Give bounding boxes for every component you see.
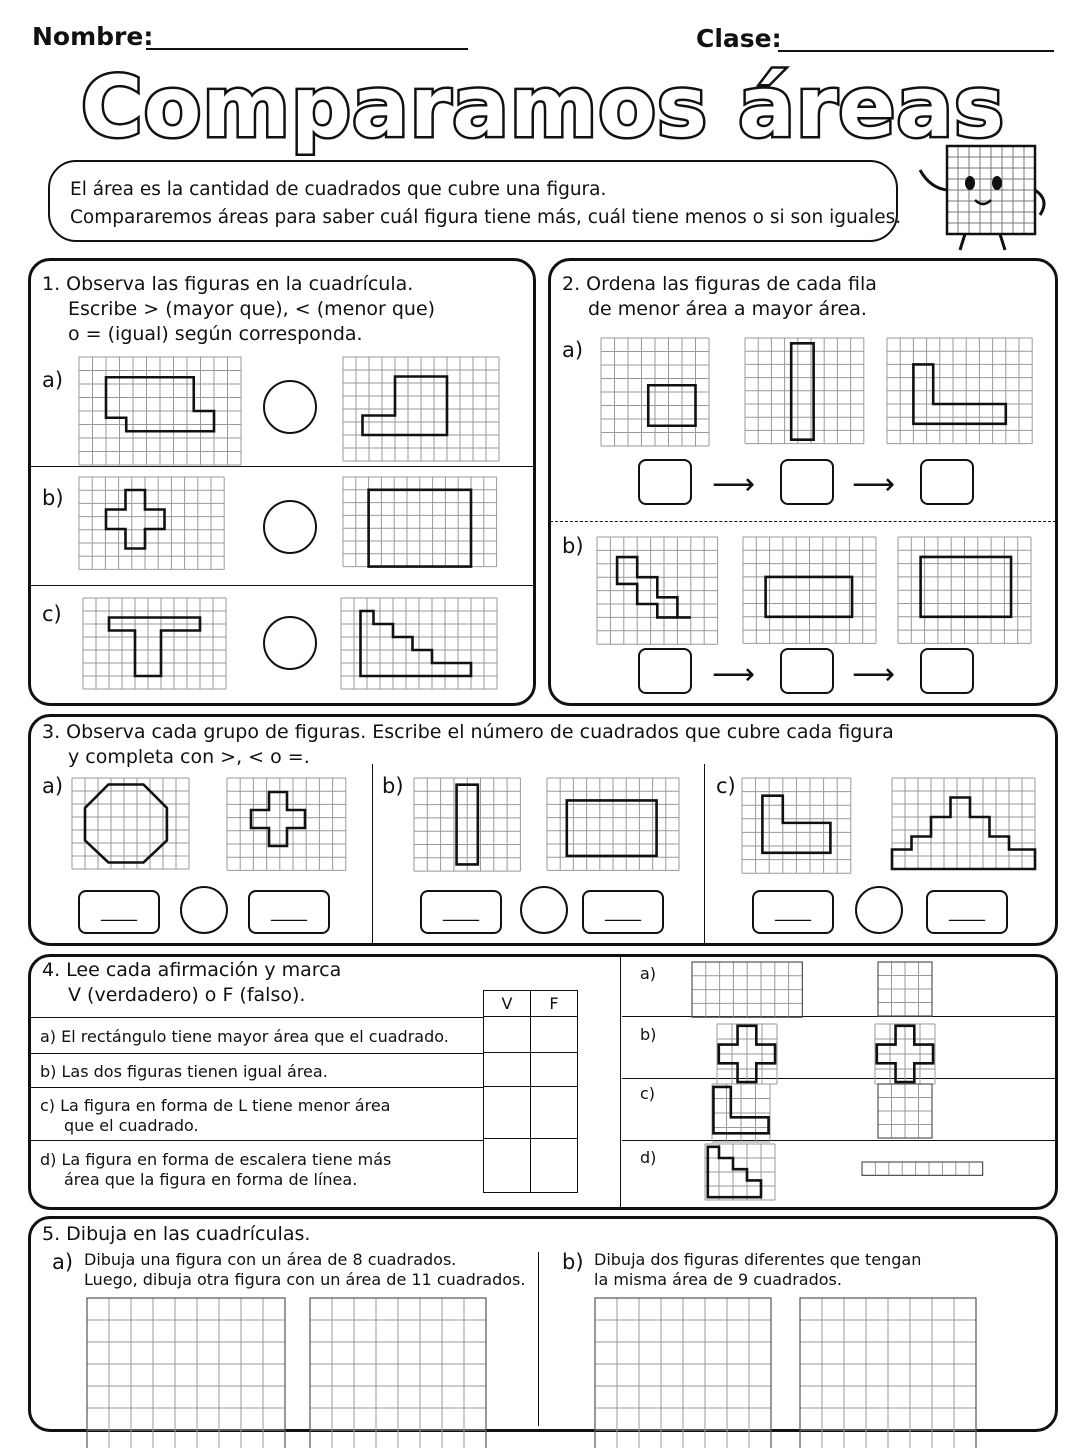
s2-label-a: a): [562, 338, 584, 362]
s3-line-1: 3. Observa cada grupo de figuras. Escribe el número de cuadrados que cubre cada figura: [42, 721, 894, 743]
arrow-icon: ⟶: [712, 467, 756, 502]
s5-b-line-2: la misma área de 9 cuadrados.: [594, 1270, 842, 1289]
s5-title: 5. Dibuja en las cuadrículas.: [42, 1223, 311, 1245]
figure-shape: [361, 611, 472, 676]
drawing-grid: [800, 1298, 976, 1448]
grid: [878, 1084, 932, 1138]
s1-label-c: c): [42, 602, 62, 626]
figure-shape: [106, 490, 165, 549]
grid: [743, 537, 876, 643]
grid: [705, 1144, 775, 1200]
s3-label-a: a): [42, 774, 64, 798]
figure-shape: [892, 798, 1035, 870]
intro-line-1: El área es la cantidad de cuadrados que cubre una figura.: [70, 179, 607, 200]
figure-shape: [913, 364, 1005, 423]
arrow-icon: ⟶: [852, 657, 896, 692]
s1-line-2: Escribe > (mayor que), < (menor que): [68, 298, 436, 320]
figure-shape: [109, 618, 200, 677]
figure-shape: [766, 577, 852, 617]
class-label: Clase:: [696, 24, 782, 53]
drawing-grid: [310, 1298, 486, 1448]
figure-shape: [921, 557, 1011, 617]
col-v: V: [484, 991, 531, 1017]
s1-label-b: b): [42, 486, 64, 510]
s5-a-line-2: Luego, dibuja otra figura con un área de 11 cuadrados.: [84, 1270, 526, 1289]
drawing-grid: [87, 1298, 285, 1448]
name-label: Nombre:: [32, 22, 154, 51]
statement-text: área que la figura en forma de línea.: [64, 1170, 358, 1189]
s5-label-a: a): [52, 1250, 74, 1274]
count-box[interactable]: ____: [582, 890, 664, 934]
s4-fig-label-a: a): [640, 964, 657, 983]
page-title: Comparamos áreas: [80, 58, 1006, 156]
s5-label-b: b): [562, 1250, 584, 1274]
s1-label-a: a): [42, 368, 64, 392]
s4-line-2: V (verdadero) o F (falso).: [68, 984, 306, 1006]
s3-line-2: y completa con >, < o =.: [68, 746, 310, 768]
arrow-icon: ⟶: [712, 657, 756, 692]
s3-label-c: c): [716, 774, 736, 798]
grid: [414, 778, 520, 871]
count-box[interactable]: ____: [420, 890, 502, 934]
count-box[interactable]: ____: [926, 890, 1008, 934]
statement-text: a) El rectángulo tiene mayor área que el cuadrado.: [40, 1027, 449, 1046]
grid: [745, 338, 864, 444]
grid: [717, 1024, 777, 1084]
grid: [862, 1162, 983, 1175]
count-box[interactable]: ____: [78, 890, 160, 934]
grid: [343, 357, 499, 461]
s4-fig-label-c: c): [640, 1084, 656, 1103]
figure-shape: [567, 800, 657, 855]
grid: [79, 477, 224, 569]
drawing-grid: [595, 1298, 771, 1448]
s2-line-1: 2. Ordena las figuras de cada fila: [562, 273, 877, 295]
count-box[interactable]: ____: [248, 890, 330, 934]
figure-shape: [791, 343, 813, 439]
s4-fig-label-b: b): [640, 1025, 657, 1044]
s5-a-line-1: Dibuja una figura con un área de 8 cuadrados.: [84, 1250, 457, 1269]
statement-text: b) Las dos figuras tienen igual área.: [40, 1062, 328, 1081]
col-f: F: [531, 991, 578, 1017]
figure-shape: [617, 557, 691, 617]
s2-label-b: b): [562, 534, 584, 558]
grid: [72, 778, 189, 869]
s3-label-b: b): [382, 774, 404, 798]
grid: [892, 778, 1035, 869]
statement-text: c) La figura en forma de L tiene menor área: [40, 1096, 391, 1115]
intro-line-2: Compararemos áreas para saber cuál figura tiene más, cuál tiene menos o si son iguales.: [70, 207, 902, 228]
arrow-icon: ⟶: [852, 467, 896, 502]
grid: [79, 357, 241, 465]
grid: [875, 1024, 935, 1084]
s2-line-2: de menor área a mayor área.: [588, 298, 867, 320]
s1-line-1: 1. Observa las figuras en la cuadrícula.: [42, 273, 414, 295]
s4-line-1: 4. Lee cada afirmación y marca: [42, 959, 342, 981]
figure-shape: [251, 792, 305, 846]
statement-text: que el cuadrado.: [64, 1116, 199, 1135]
s5-b-line-1: Dibuja dos figuras diferentes que tengan: [594, 1250, 922, 1269]
count-box[interactable]: ____: [752, 890, 834, 934]
grid: [692, 962, 802, 1017]
statement-text: d) La figura en forma de escalera tiene más: [40, 1150, 392, 1169]
grid: [742, 778, 851, 873]
mascot-character: [920, 146, 1044, 250]
grid: [601, 338, 709, 446]
grid: [878, 962, 932, 1016]
grid: [887, 338, 1032, 444]
s1-line-3: o = (igual) según corresponda.: [68, 323, 363, 345]
figure-shape: [85, 785, 167, 863]
s4-fig-label-d: d): [640, 1148, 657, 1167]
